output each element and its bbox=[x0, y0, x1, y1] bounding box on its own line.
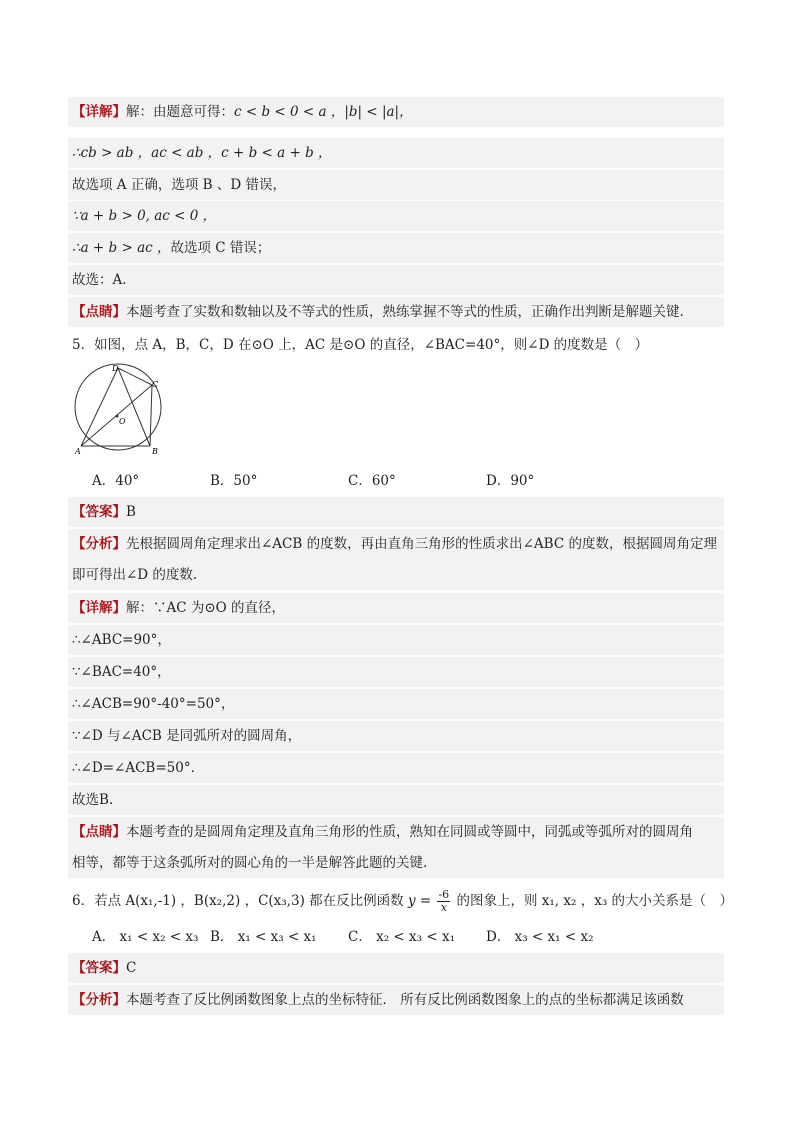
circle-figure bbox=[72, 360, 172, 458]
label-a: A bbox=[75, 447, 81, 456]
q5-option-b[interactable]: B．50° bbox=[210, 473, 258, 489]
answer-value: C bbox=[126, 960, 137, 976]
analysis-tag: 【分析】 bbox=[72, 992, 126, 1008]
q6-option-b[interactable]: B． x₁ < x₃ < x₁ bbox=[210, 929, 317, 945]
answer-tag: 【答案】 bbox=[72, 960, 126, 976]
dianjing-text-2: 相等，都等于这条弧所对的圆心角的一半是解答此题的关键. bbox=[72, 855, 428, 871]
detail-text: 解：由题意可得： bbox=[126, 104, 234, 120]
circle-o bbox=[75, 364, 161, 450]
step-line bbox=[68, 625, 724, 656]
q6-stem-b: 的图象上，则 x₁, x₂ ，x₃ 的大小关系是（ ） bbox=[456, 893, 734, 909]
detail-line bbox=[68, 97, 724, 128]
analysis-line bbox=[68, 529, 724, 591]
segment-dc bbox=[118, 368, 152, 385]
step-text: ∴a + b > ac ， bbox=[72, 240, 171, 256]
analysis-line bbox=[68, 985, 724, 1016]
step-line bbox=[68, 753, 724, 784]
step-text: 故选：A. bbox=[72, 272, 127, 288]
step-line bbox=[68, 657, 724, 688]
step-line bbox=[68, 689, 724, 720]
question-6-stem bbox=[72, 887, 733, 915]
q6-option-c[interactable]: C． x₂ < x₃ < x₁ bbox=[348, 929, 455, 945]
analysis-text-2: 即可得出∠D 的度数. bbox=[72, 567, 198, 583]
q5-option-c[interactable]: C．60° bbox=[348, 473, 396, 489]
step-text: 故选项 A 正确，选项 B 、D 错误， bbox=[72, 177, 286, 193]
dianjing-line bbox=[68, 297, 724, 328]
analysis-text: 先根据圆周角定理求出∠ACB 的度数，再由直角三角形的性质求出∠ABC 的度数，根据圆周角定理 bbox=[126, 536, 717, 552]
segment-bc bbox=[150, 385, 152, 446]
detail-math: c < b < 0 < a ，|b| < |a|， bbox=[234, 104, 413, 120]
q5-option-a[interactable]: A．40° bbox=[92, 473, 140, 489]
analysis-text: 本题考查了反比例函数图象上点的坐标特征． 所有反比例函数图象上的点的坐标都满足该函数 bbox=[126, 992, 684, 1008]
q6-stem-a: 6．若点 A(x₁,-1) ，B(x₂,2) ，C(x₃,3) 都在反比例函数 bbox=[72, 893, 404, 909]
q6-fraction-denominator: x bbox=[440, 901, 447, 914]
step-line bbox=[68, 785, 724, 816]
dianjing-tag: 【点睛】 bbox=[72, 824, 126, 840]
q6-fraction bbox=[437, 889, 450, 914]
label-o: O bbox=[119, 417, 126, 426]
question-5-stem: 5．如图，点 A，B，C，D 在⊙O 上，AC 是⊙O 的直径，∠BAC=40°，则∠D 的度数是（ ） bbox=[72, 337, 649, 353]
segment-ad bbox=[81, 368, 118, 446]
label-b: B bbox=[152, 447, 158, 456]
dianjing-text: 本题考查了实数和数轴以及不等式的性质，熟练掌握不等式的性质，正确作出判断是解题关键. bbox=[126, 304, 684, 320]
detail-line bbox=[68, 593, 724, 624]
q6-fraction-numerator: -6 bbox=[438, 888, 450, 901]
answer-line bbox=[68, 497, 724, 528]
answer-value: B bbox=[126, 504, 136, 520]
q6-y-equals: y = bbox=[407, 893, 432, 909]
step-text: 故选项 C 错误； bbox=[170, 240, 271, 256]
step-line bbox=[68, 201, 724, 232]
step-text: ∴∠D=∠ACB=50°． bbox=[72, 760, 205, 776]
dianjing-text: 本题考查的是圆周角定理及直角三角形的性质，熟知在同圆或等圆中，同弧或等弧所对的圆周角 bbox=[126, 824, 693, 840]
label-d: D bbox=[112, 364, 119, 373]
step-line bbox=[68, 170, 724, 201]
segment-db bbox=[118, 368, 150, 446]
detail-tag: 【详解】 bbox=[72, 104, 126, 120]
detail-text: 解：∵AC 为⊙O 的直径， bbox=[126, 600, 286, 616]
q6-option-d[interactable]: D． x₃ < x₁ < x₂ bbox=[486, 929, 594, 945]
step-text: ∴∠ABC=90°， bbox=[72, 632, 171, 648]
step-line bbox=[68, 233, 724, 264]
answer-line bbox=[68, 953, 724, 984]
step-line bbox=[68, 721, 724, 752]
q6-option-a[interactable]: A． x₁ < x₂ < x₃ bbox=[92, 929, 199, 945]
label-c: C bbox=[152, 380, 159, 389]
step-text: ∵∠BAC=40°， bbox=[72, 664, 171, 680]
detail-tag: 【详解】 bbox=[72, 600, 126, 616]
answer-tag: 【答案】 bbox=[72, 504, 126, 520]
step-text: ∵a + b > 0, ac < 0 ， bbox=[72, 208, 217, 224]
step-text: ∵∠D 与∠ACB 是同弧所对的圆周角， bbox=[72, 728, 302, 744]
step-line bbox=[68, 138, 724, 169]
dianjing-tag: 【点睛】 bbox=[72, 304, 126, 320]
step-text: ∴cb > ab ，ac < ab ，c + b < a + b ， bbox=[72, 145, 332, 161]
step-text: ∴∠ACB=90°-40°=50°， bbox=[72, 696, 235, 712]
step-text: 故选B. bbox=[72, 792, 114, 808]
step-line bbox=[68, 265, 724, 296]
dianjing-line bbox=[68, 817, 724, 879]
q5-option-d[interactable]: D．90° bbox=[486, 473, 535, 489]
analysis-tag: 【分析】 bbox=[72, 536, 126, 552]
